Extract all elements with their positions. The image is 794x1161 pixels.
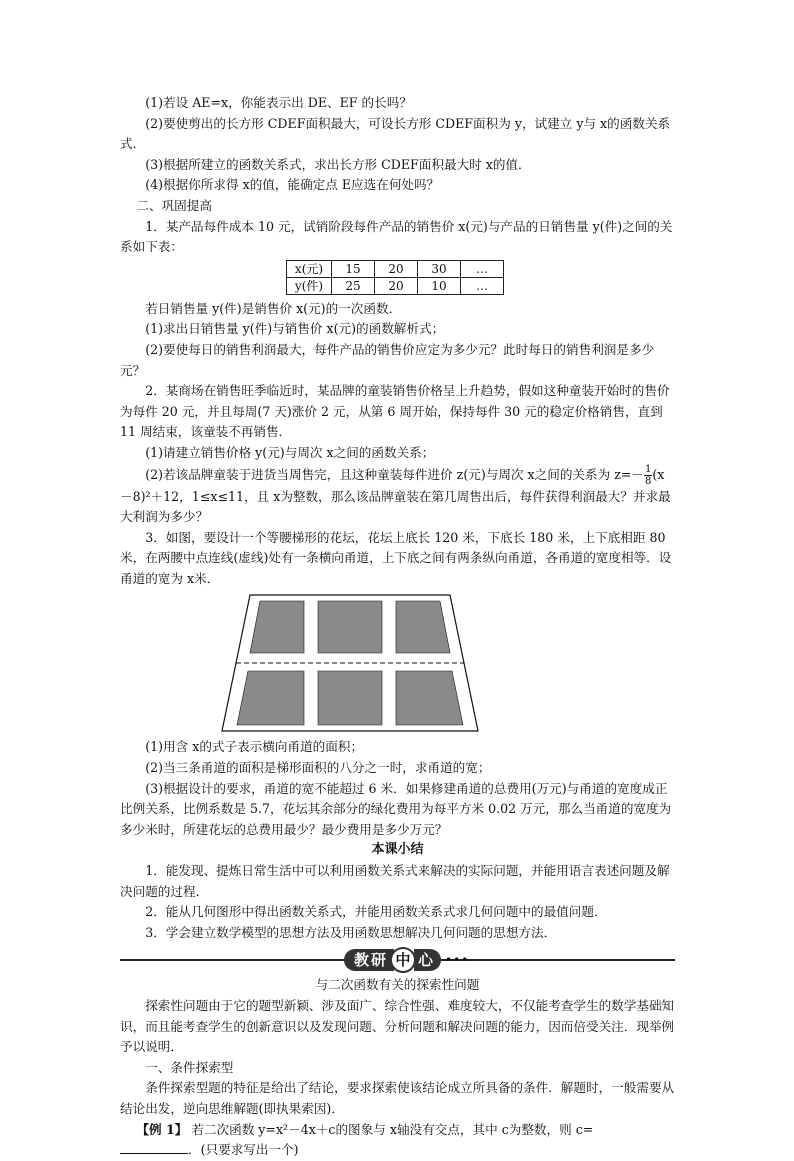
banner-right-text: 心: [414, 949, 441, 971]
summary-title: 本课小结: [371, 842, 424, 858]
part1-q2: (2)要使剪出的长方形 CDEF面积最大，可设长方形 CDEF面积为 y，试建立 y与 x的函数关系式．: [120, 115, 671, 152]
table-row: [287, 277, 504, 294]
example-label: 【例 1】: [136, 1121, 188, 1137]
table-cell: y(件): [287, 277, 332, 294]
problem3-intro: 3．如图，要设计一个等腰梯形的花坛，花坛上底长 120 米，下底长 180 米，上下底相距 80 米，在两腰中点连线(虚线)处有一条横向甬道，上下底之间有两条纵向甬道，各甬道的宽度相等．设甬道的宽为 x米．: [120, 529, 672, 586]
plot-top-middle: [318, 601, 382, 653]
problem2-q1: (1)请建立销售价格 y(元)与周次 x之间的函数关系；: [145, 444, 435, 460]
trapezoid-figure: [120, 593, 675, 733]
content: [120, 93, 675, 1161]
plot-bottom-left: [237, 671, 304, 725]
answer-blank[interactable]: [120, 1141, 188, 1154]
problem1-q2: (2)要使每日的销售利润最大，每件产品的销售价应定为多少元？此时每日的销售利润是多少元？: [120, 341, 655, 378]
example-1-continued: [120, 1140, 675, 1161]
fraction-denominator: 8: [644, 475, 652, 487]
problem3-q3: (3)根据设计的要求，甬道的宽不能超过 6 米．如果修建甬道的总费用(万元)与甬道的宽度成正比例关系，比例系数是 5.7，花坛其余部分的绿化费用为每平方米 0.02 万元，那么当甬道的宽度为多少米时，所建花坛的总费用最少？最少费用是多少万元？: [120, 780, 672, 837]
summary-item: 1．能发现、提炼日常生活中可以利用函数关系式来解决的实际问题，并能用语言表述问题及解决问题的过程．: [120, 863, 670, 899]
section2-heading: 二、巩固提高: [136, 197, 212, 213]
part1-q4: (4)根据你所求得 x的值，能确定点 E应选在何处吗？: [145, 177, 440, 193]
problem1-q1: (1)求出日销售量 y(件)与销售价 x(元)的函数解析式；: [145, 321, 445, 337]
problem3-q1: (1)用含 x的式子表示横向甬道的面积；: [145, 739, 364, 755]
table-cell: 10: [418, 277, 461, 294]
summary-item: 2．能从几何图形中得出函数关系式，并能用函数关系式求几何问题中的最值问题．: [145, 904, 607, 920]
table-cell: 15: [332, 260, 375, 277]
banner-dots: •••: [445, 953, 470, 968]
table-cell: 20: [375, 260, 418, 277]
sales-table: [286, 260, 504, 295]
table-cell: 20: [375, 277, 418, 294]
example-text: 若二次函数 y=x²－4x＋c的图象与 x轴没有交点，其中 c为整数，则 c=: [187, 1121, 594, 1137]
problem2-q2-part-b: (x－8)²＋12，1≤x≤11，且 x为整数，那么该品牌童装在第几周售出后，每件获得利润最大？并求最大利润为多少？: [120, 466, 671, 525]
trapezoid-garden-diagram: [220, 593, 480, 733]
table-cell: …: [461, 277, 504, 294]
research-subtitle: 与二次函数有关的探索性问题: [315, 977, 480, 993]
table-cell: 30: [418, 260, 461, 277]
problem2-intro: 2．某商场在销售旺季临近时，某品牌的童装销售价格呈上升趋势，假如这种童装开始时的售价为每件 20 元，并且每周(7 天)涨价 2 元，从第 6 周开始，保持每件 30 元的稳定价格销售，直到 11 周结束，该童装不再销售．: [120, 383, 670, 440]
banner-left-text: 教研: [344, 949, 394, 971]
banner-middle-text: 中: [390, 947, 416, 973]
problem3-q2: (2)当三条甬道的面积是梯形面积的八分之一时，求甬道的宽；: [145, 760, 491, 776]
plot-bottom-right: [396, 671, 463, 725]
problem2-q2-part-a: (2)若该品牌童装于进货当周售完，且这种童装每件进价 z(元)与周次 x之间的关系为 z=－: [145, 466, 644, 482]
fraction-numerator: 1: [644, 463, 652, 475]
research-intro: 探索性问题由于它的题型新颖、涉及面广、综合性强、难度较大，不仅能考查学生的数学基础知识，而且能考查学生的创新意识以及发现问题、分析问题和解决问题的能力，因而倍受关注．现举例予以说明．: [120, 998, 675, 1055]
research-desc1: 条件探索型题的特征是给出了结论，要求探索使该结论成立所具备的条件．解题时，一般需要从结论出发，逆向思维解题(即执果索因)．: [120, 1080, 675, 1116]
part1-q1: (1)若设 AE=x，你能表示出 DE、EF 的长吗？: [145, 95, 412, 110]
example-tail: ．(只要求写出一个): [188, 1142, 299, 1158]
research-heading1: 一、条件探索型: [145, 1059, 234, 1075]
research-center-banner: [120, 947, 675, 973]
table-row: [287, 260, 504, 277]
summary-item: 3．学会建立数学模型的思想方法及用函数思想解决几何问题的思想方法．: [145, 924, 557, 940]
table-cell: x(元): [287, 260, 332, 277]
problem1-condition: 若日销售量 y(件)是销售价 x(元)的一次函数．: [145, 300, 402, 316]
table-cell: …: [461, 260, 504, 277]
table-cell: 25: [332, 277, 375, 294]
plot-bottom-middle: [318, 671, 382, 725]
banner-pill: [344, 947, 484, 973]
problem1-intro: 1．某产品每件成本 10 元，试销阶段每件产品的销售价 x(元)与产品的日销售量 y(件)之间的关系如下表：: [120, 218, 673, 255]
part1-q3: (3)根据所建立的函数关系式，求出长方形 CDEF面积最大时 x的值．: [145, 156, 531, 172]
problem2-q2: [120, 464, 675, 528]
